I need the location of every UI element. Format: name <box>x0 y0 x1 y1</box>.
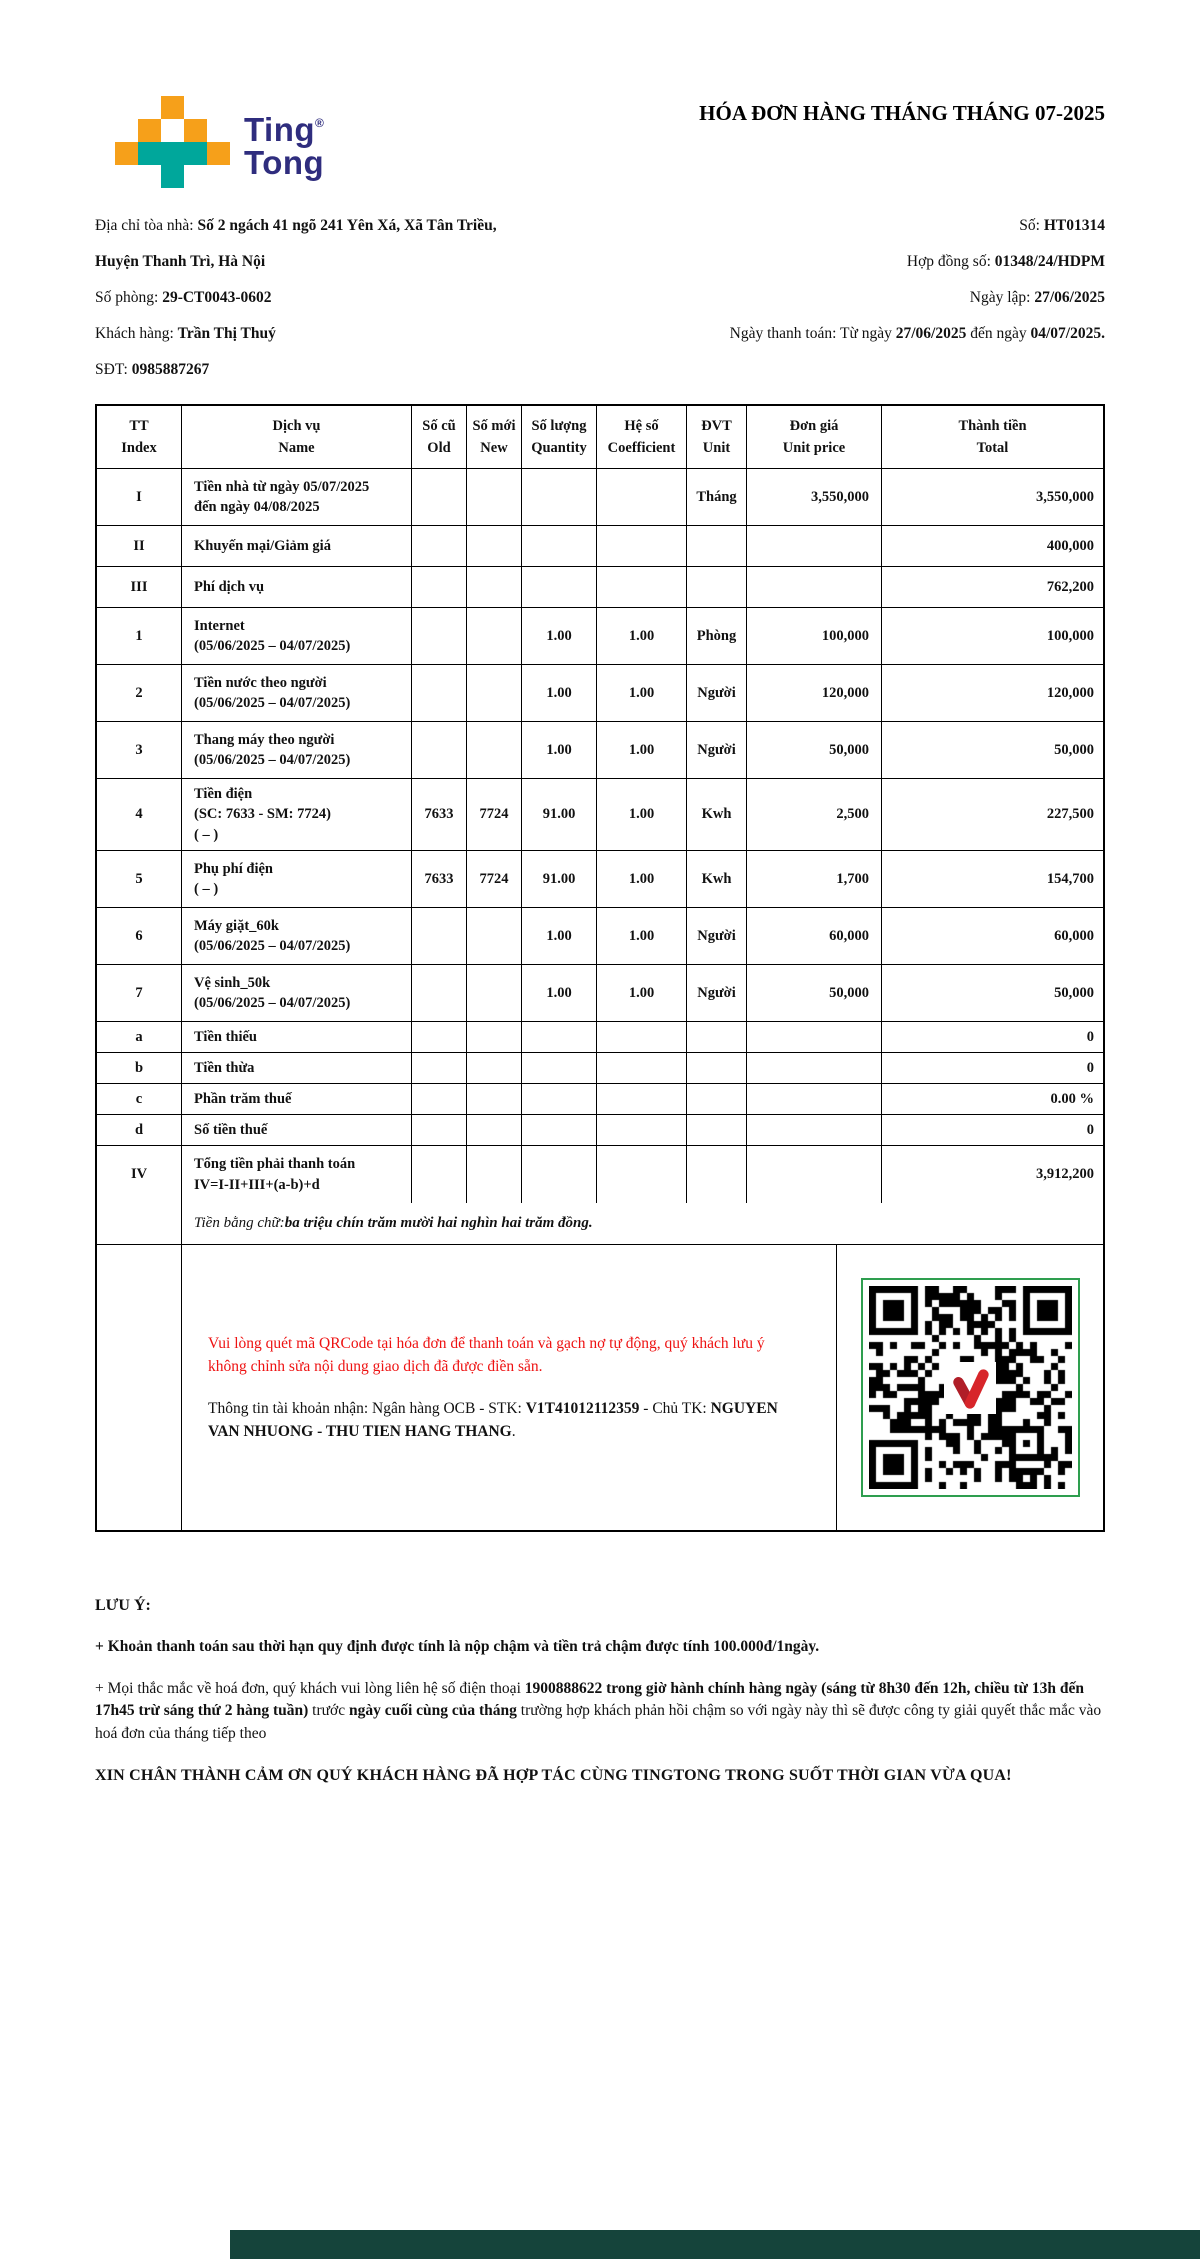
notes-heading: LƯU Ý: <box>95 1597 151 1614</box>
cell-coeff <box>597 1115 687 1145</box>
cell-price <box>747 567 882 607</box>
cell-qty: 91.00 <box>522 779 597 850</box>
cell-old <box>412 665 467 721</box>
cell-new <box>467 1053 522 1083</box>
cell-coeff: 1.00 <box>597 608 687 664</box>
table-row <box>97 567 1103 608</box>
logo-pixel <box>207 165 230 188</box>
cell-old: 7633 <box>412 779 467 850</box>
text-segment: Khách hàng: <box>95 325 178 342</box>
text-segment: Ngày lập: <box>969 289 1035 306</box>
footer-color-bar <box>230 2230 1200 2259</box>
header-cell: Đơn giá Unit price <box>747 406 882 468</box>
cell-new: 7724 <box>467 851 522 907</box>
logo-pixel <box>184 119 207 142</box>
logo-pixel <box>115 165 138 188</box>
cell-coeff <box>597 1053 687 1083</box>
logo-pixel <box>138 142 161 165</box>
logo-pixel <box>138 119 161 142</box>
table-row <box>97 608 1103 665</box>
cell-tt: 6 <box>97 908 182 964</box>
cell-name: Khuyến mại/Giảm giá <box>182 526 412 566</box>
cell-tt: b <box>97 1053 182 1083</box>
amount-in-words-row <box>97 1203 1103 1245</box>
text-segment: ngày cuối cùng của tháng <box>348 1702 517 1720</box>
cell-new <box>467 722 522 778</box>
cell-price: 60,000 <box>747 908 882 964</box>
cell-total: 0.00 % <box>1050 1090 1094 1107</box>
invoice-table <box>95 404 1105 1532</box>
cell-name: Thang máy theo người (05/06/2025 – 04/07/2025) <box>182 722 412 778</box>
cell-qty: 1.00 <box>522 608 597 664</box>
cell-unit <box>687 1115 747 1145</box>
text-segment: 04/07/2025. <box>1030 325 1105 342</box>
cell-tt: III <box>97 567 182 607</box>
header-cell: TT Index <box>97 406 182 468</box>
cell-unit <box>687 526 747 566</box>
cell-name: Tiền nhà từ ngày 05/07/2025 đến ngày 04/08/2025 <box>182 469 412 525</box>
text-segment: - Chủ TK: <box>639 1399 711 1417</box>
cell-total: 50,000 <box>1054 741 1094 758</box>
cell-new <box>467 1115 522 1145</box>
cell-unit <box>687 1022 747 1052</box>
cell-tt: 1 <box>97 608 182 664</box>
logo-word-2: Tong <box>244 143 325 181</box>
text-segment: 1900888622 trong giờ hành chính hàng ngày (sáng từ 8h30 đến 12h, chiều từ 13h đến 17h45 trừ sáng thứ 2 hàng tuần) <box>95 1679 1084 1720</box>
cell-price <box>747 1053 882 1083</box>
cell-name: Tiền nước theo người (05/06/2025 – 04/07/2025) <box>182 665 412 721</box>
logo-pixel <box>207 119 230 142</box>
cell-qty <box>522 469 597 525</box>
cell-coeff: 1.00 <box>597 779 687 850</box>
info-line-left <box>95 316 656 352</box>
cell-old: 7633 <box>412 851 467 907</box>
hotline-note <box>95 1678 1105 1745</box>
vietqr-v-icon <box>944 1362 996 1414</box>
logo-pixel <box>161 142 184 165</box>
cell-total: 3,550,000 <box>1036 488 1094 505</box>
text-segment: trước <box>308 1702 349 1720</box>
logo-pixel <box>161 165 184 188</box>
logo-pixel <box>138 165 161 188</box>
text-segment: Địa chỉ tòa nhà: <box>95 217 198 234</box>
cell-name: Vệ sinh_50k (05/06/2025 – 04/07/2025) <box>182 965 412 1021</box>
qr-code <box>861 1278 1080 1497</box>
cell-tt: 7 <box>97 965 182 1021</box>
cell-coeff <box>597 1084 687 1114</box>
text-segment: HT01314 <box>1043 217 1105 234</box>
info-line-right <box>656 280 1105 316</box>
logo-pixel <box>184 165 207 188</box>
info-line-left <box>95 352 656 388</box>
qr-payment-row <box>97 1245 1103 1530</box>
cell-unit: Kwh <box>687 779 747 850</box>
footer-notes <box>0 1532 1200 1787</box>
cell-new <box>467 1084 522 1114</box>
cell-unit: Tháng <box>687 469 747 525</box>
info-line-left <box>95 208 656 244</box>
cell-unit: Người <box>687 965 747 1021</box>
cell-coeff <box>597 469 687 525</box>
cell-old <box>412 567 467 607</box>
cell-name: Internet (05/06/2025 – 04/07/2025) <box>182 608 412 664</box>
text-segment: Ngày thanh toán: Từ ngày <box>729 325 896 342</box>
header-cell: Thành tiền Total <box>958 417 1027 456</box>
late-payment-note: + Khoản thanh toán sau thời hạn quy định được tính là nộp chậm và tiền trả chậm được tính 100.000đ/1ngày. <box>95 1638 820 1656</box>
text-segment: . <box>511 1422 516 1440</box>
cell-name: Số tiền thuế <box>182 1115 412 1145</box>
registered-mark: ® <box>315 116 325 130</box>
tingtong-logo-text <box>244 111 325 181</box>
cell-qty: 1.00 <box>522 665 597 721</box>
cell-total: 0 <box>1086 1059 1094 1076</box>
cell-name: Máy giặt_60k (05/06/2025 – 04/07/2025) <box>182 908 412 964</box>
cell-name: Phần trăm thuế <box>182 1084 412 1114</box>
cell-coeff <box>597 526 687 566</box>
cell-coeff <box>597 1146 687 1203</box>
cell-name: Tiền điện (SC: 7633 - SM: 7724) ( – ) <box>182 779 412 850</box>
text-segment: 27/06/2025 <box>1034 289 1105 306</box>
qr-warning-note: Vui lòng quét mã QRCode tại hóa đơn để thanh toán và gạch nợ tự động, quý khách lưu ý không chỉnh sửa nội dung giao dịch đã được điền sẵn. <box>208 1335 765 1376</box>
table-header-row <box>97 406 1103 469</box>
cell-total: 0 <box>1086 1028 1094 1045</box>
empty-cell <box>97 1203 182 1244</box>
table-row <box>97 1022 1103 1053</box>
table-row <box>97 722 1103 779</box>
cell-price: 50,000 <box>747 722 882 778</box>
cell-price <box>747 1115 882 1145</box>
amount-in-words-text <box>182 1203 1103 1244</box>
cell-tt: a <box>97 1022 182 1052</box>
info-line-right <box>656 316 1105 352</box>
table-body <box>97 469 1103 1203</box>
text-segment: Thông tin tài khoản nhận: Ngân hàng OCB - STK: <box>208 1399 526 1417</box>
cell-qty: 1.00 <box>522 908 597 964</box>
cell-old <box>412 1146 467 1203</box>
cell-tt: 5 <box>97 851 182 907</box>
text-segment: đến ngày <box>966 325 1031 342</box>
table-row <box>97 965 1103 1022</box>
table-row <box>97 526 1103 567</box>
table-row <box>97 779 1103 851</box>
cell-old <box>412 1115 467 1145</box>
header-cell: Dịch vụ Name <box>182 406 412 468</box>
text-segment: Trần Thị Thuý <box>177 325 276 342</box>
logo-pixel <box>184 96 207 119</box>
cell-new <box>467 526 522 566</box>
cell-coeff: 1.00 <box>597 851 687 907</box>
cell-tt: I <box>97 469 182 525</box>
cell-price <box>747 526 882 566</box>
header-cell: Hệ số Coefficient <box>597 406 687 468</box>
cell-price: 120,000 <box>747 665 882 721</box>
cell-price <box>747 1084 882 1114</box>
cell-tt: 2 <box>97 665 182 721</box>
table-row <box>97 908 1103 965</box>
thank-you-message: XIN CHÂN THÀNH CẢM ƠN QUÝ KHÁCH HÀNG ĐÃ HỢP TÁC CÙNG TINGTONG TRONG SUỐT THỜI GIAN VỪA QUA! <box>95 1767 1012 1785</box>
cell-coeff: 1.00 <box>597 665 687 721</box>
cell-tt: c <box>97 1084 182 1114</box>
cell-old <box>412 722 467 778</box>
cell-unit: Người <box>687 908 747 964</box>
text-segment: NGUYEN VAN NHUONG - THU TIEN HANG THANG <box>208 1399 778 1440</box>
cell-new <box>467 665 522 721</box>
text-segment: Số phòng: <box>95 289 163 306</box>
cell-total: 50,000 <box>1054 984 1094 1001</box>
cell-name: Tổng tiền phải thanh toán IV=I-II+III+(a-b)+d <box>182 1146 412 1203</box>
cell-qty: 91.00 <box>522 851 597 907</box>
cell-unit <box>687 567 747 607</box>
invoice-meta-info <box>656 208 1105 388</box>
cell-qty <box>522 1146 597 1203</box>
header-cell: ĐVT Unit <box>687 406 747 468</box>
cell-price: 2,500 <box>747 779 882 850</box>
text-segment: 27/06/2025 <box>895 325 967 342</box>
table-row <box>97 1115 1103 1146</box>
invoice-title: HÓA ĐƠN HÀNG THÁNG THÁNG 07-2025 <box>699 101 1105 125</box>
cell-total: 400,000 <box>1046 537 1094 554</box>
cell-new <box>467 908 522 964</box>
text-segment: Huyện Thanh Trì, Hà Nội <box>95 253 266 270</box>
qr-code-cell <box>837 1245 1103 1530</box>
cell-old <box>412 1084 467 1114</box>
cell-unit: Phòng <box>687 608 747 664</box>
logo-word-1: Ting <box>244 111 316 148</box>
text-segment: Hợp đồng số: <box>906 253 995 270</box>
cell-coeff: 1.00 <box>597 908 687 964</box>
cell-coeff <box>597 567 687 607</box>
cell-unit <box>687 1084 747 1114</box>
table-row <box>97 1084 1103 1115</box>
cell-unit: Kwh <box>687 851 747 907</box>
logo-pixel <box>115 142 138 165</box>
cell-price: 100,000 <box>747 608 882 664</box>
cell-name: Phí dịch vụ <box>182 567 412 607</box>
tingtong-logo-icon <box>115 96 230 188</box>
cell-qty <box>522 526 597 566</box>
cell-total: 120,000 <box>1046 684 1094 701</box>
text-segment: SĐT: <box>95 361 132 378</box>
cell-total: 227,500 <box>1046 806 1094 823</box>
table-row <box>97 1146 1103 1203</box>
table-row <box>97 469 1103 526</box>
cell-old <box>412 965 467 1021</box>
info-line-left <box>95 244 656 280</box>
logo-pixel <box>207 142 230 165</box>
logo-pixel <box>207 96 230 119</box>
cell-tt: d <box>97 1115 182 1145</box>
text-segment: Tiền bằng chữ: <box>194 1215 285 1231</box>
cell-total: 762,200 <box>1046 578 1094 595</box>
logo-pixel <box>115 96 138 119</box>
building-customer-info <box>95 208 656 388</box>
cell-new <box>467 1022 522 1052</box>
logo-pixel <box>115 119 138 142</box>
cell-qty <box>522 1084 597 1114</box>
cell-unit: Người <box>687 665 747 721</box>
text-segment: V1T41012112359 <box>525 1399 640 1417</box>
table-row <box>97 1053 1103 1084</box>
cell-total: 60,000 <box>1054 927 1094 944</box>
cell-price: 50,000 <box>747 965 882 1021</box>
cell-qty <box>522 1053 597 1083</box>
cell-coeff: 1.00 <box>597 722 687 778</box>
cell-old <box>412 908 467 964</box>
cell-name: Tiền thiếu <box>182 1022 412 1052</box>
cell-name: Phụ phí điện ( – ) <box>182 851 412 907</box>
cell-qty <box>522 1022 597 1052</box>
info-line-left <box>95 280 656 316</box>
invoice-header <box>0 0 1200 188</box>
logo-pixel <box>161 96 184 119</box>
cell-old <box>412 608 467 664</box>
empty-cell <box>97 1245 182 1530</box>
cell-price: 3,550,000 <box>747 469 882 525</box>
cell-qty: 1.00 <box>522 722 597 778</box>
text-segment: trường hợp khách phản hồi chậm so với ngày này thì sẽ được công ty giải quyết thắc mắc vào hoá đơn của tháng tiếp theo <box>95 1702 1102 1742</box>
payment-instructions <box>182 1245 837 1530</box>
table-row <box>97 665 1103 722</box>
cell-old <box>412 469 467 525</box>
info-line-right <box>656 244 1105 280</box>
text-segment: ba triệu chín trăm mười hai nghìn hai trăm đồng. <box>284 1215 593 1231</box>
text-segment: Số: <box>1019 217 1044 234</box>
cell-qty: 1.00 <box>522 965 597 1021</box>
cell-qty <box>522 1115 597 1145</box>
cell-name: Tiền thừa <box>182 1053 412 1083</box>
cell-old <box>412 1053 467 1083</box>
cell-unit <box>687 1053 747 1083</box>
cell-total: 3,912,200 <box>1036 1166 1094 1183</box>
cell-old <box>412 526 467 566</box>
text-segment: Số 2 ngách 41 ngõ 241 Yên Xá, Xã Tân Triều, <box>197 217 497 234</box>
cell-tt: IV <box>97 1146 182 1203</box>
cell-coeff: 1.00 <box>597 965 687 1021</box>
text-segment: + Mọi thắc mắc về hoá đơn, quý khách vui lòng liên hệ số điện thoại <box>95 1679 525 1697</box>
invoice-info <box>0 188 1200 388</box>
cell-unit <box>687 1146 747 1203</box>
cell-qty <box>522 567 597 607</box>
bank-account-info <box>208 1397 806 1444</box>
cell-new <box>467 965 522 1021</box>
text-segment: 29-CT0043-0602 <box>162 289 272 306</box>
cell-total: 100,000 <box>1046 627 1094 644</box>
cell-price <box>747 1022 882 1052</box>
logo-pixel <box>138 96 161 119</box>
cell-new <box>467 1146 522 1203</box>
cell-total: 0 <box>1086 1121 1094 1138</box>
cell-old <box>412 1022 467 1052</box>
cell-tt: II <box>97 526 182 566</box>
header-cell: Số mới New <box>467 406 522 468</box>
table-row <box>97 851 1103 908</box>
cell-unit: Người <box>687 722 747 778</box>
cell-new: 7724 <box>467 779 522 850</box>
cell-new <box>467 567 522 607</box>
cell-price: 1,700 <box>747 851 882 907</box>
cell-new <box>467 608 522 664</box>
header-cell: Số lượng Quantity <box>522 406 597 468</box>
cell-tt: 3 <box>97 722 182 778</box>
logo-pixel <box>184 142 207 165</box>
logo-pixel <box>161 119 184 142</box>
cell-total: 154,700 <box>1046 870 1094 887</box>
cell-new <box>467 469 522 525</box>
info-line-right <box>656 208 1105 244</box>
text-segment: 0985887267 <box>131 361 210 378</box>
cell-tt: 4 <box>97 779 182 850</box>
cell-price <box>747 1146 882 1203</box>
tingtong-logo <box>115 96 324 188</box>
cell-coeff <box>597 1022 687 1052</box>
header-cell: Số cũ Old <box>412 406 467 468</box>
text-segment: 01348/24/HDPM <box>994 253 1105 270</box>
